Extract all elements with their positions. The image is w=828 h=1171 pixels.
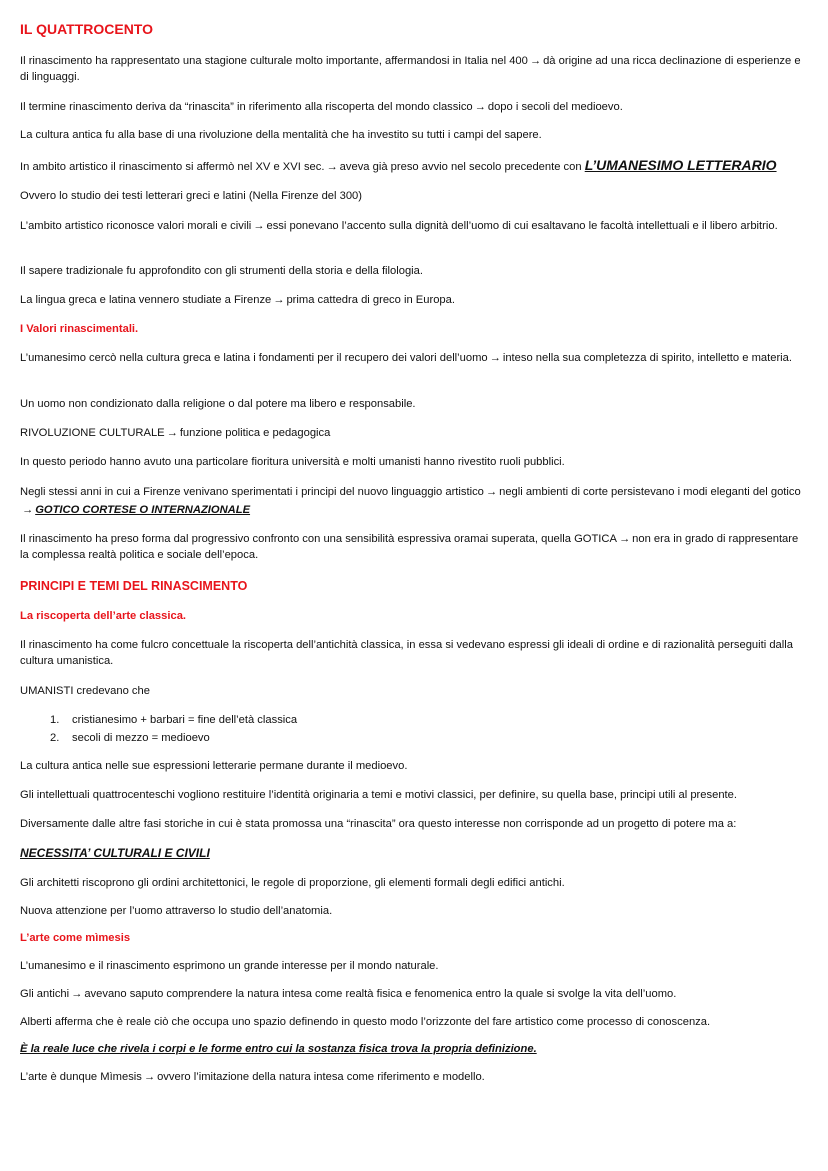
section-heading-riscoperta: La riscoperta dell’arte classica. [20,610,187,622]
paragraph: RIVOLUZIONE CULTURALE → funzione politica e pedagogica [20,427,331,439]
paragraph: Il rinascimento ha rappresentato una stagione culturale molto importante, affermandosi in Italia nel 400 → dà origine ad una ricca declinazione di esperienze e di linguaggi. [20,55,801,83]
section-heading-valori: I Valori rinascimentali. [20,323,139,335]
list-item: 2. secoli di mezzo = medioevo [50,732,210,744]
emphasis-gotico: GOTICO CORTESE O INTERNAZIONALE [35,504,251,516]
paragraph: Ovvero lo studio dei testi letterari greci e latini (Nella Firenze del 300) [20,190,362,202]
page-title: IL QUATTROCENTO [20,21,153,37]
paragraph: Nuova attenzione per l’uomo attraverso lo studio dell’anatomia. [20,905,333,917]
paragraph: Un uomo non condizionato dalla religione o dal potere ma libero e responsabile. [20,398,416,410]
paragraph: Alberti afferma che è reale ciò che occupa uno spazio definendo in questo modo l’orizzonte del fare artistico come processo di conoscenza. [20,1016,711,1028]
arrow-icon: → [143,1071,156,1083]
arrow-icon: → [489,352,501,364]
paragraph: Il termine rinascimento deriva da “rinascita” in riferimento alla riscoperta del mondo classico → dopo i secoli del medioevo. [20,101,623,113]
section-heading-mimesis: L’arte come mìmesis [20,932,131,944]
paragraph: La lingua greca e latina vennero studiate a Firenze → prima cattedra di greco in Europa. [20,294,455,306]
paragraph: In ambito artistico il rinascimento si affermò nel XV e XVI sec. → aveva già preso avvio nel secolo precedente con L’UMANESIMO LETTERARIO [20,157,777,173]
paragraph: L’ambito artistico riconosce valori morali e civili → essi ponevano l’accento sulla dignità dell’uomo di cui esaltavano le facoltà intellettuali e il libero arbitrio. [20,220,778,232]
paragraph: Il rinascimento ha come fulcro concettuale la riscoperta dell’antichità classica, in essa si vedevano espressi gli ideali di ordine e di razionalità perseguiti dalla cultura umanistica. [20,639,793,667]
arrow-icon: → [485,486,498,498]
paragraph: L’umanesimo cercò nella cultura greca e latina i fondamenti per il recupero dei valori dell’uomo → inteso nella sua completezza di spirito, intelletto e materia. [20,352,792,364]
arrow-icon: → [474,101,486,113]
arrow-icon: → [529,55,542,67]
paragraph: In questo periodo hanno avuto una particolare fioritura università e molti umanisti hanno rivestito ruoli pubblici. [20,456,565,468]
emphasis-umanesimo: L’UMANESIMO LETTERARIO [584,157,777,173]
arrow-icon: → [22,504,34,516]
paragraph: Il sapere tradizionale fu approfondito con gli strumenti della storia e della filologia. [20,265,423,277]
paragraph: Gli intellettuali quattrocenteschi vogliono restituire l’identità originaria a temi e motivi classici, per definire, su quella base, principi utili al presente. [20,789,737,801]
arrow-icon: → [71,988,83,1000]
emphasis-necessita: NECESSITA’ CULTURALI E CIVILI [20,846,210,860]
section-heading-principi: PRINCIPI E TEMI DEL RINASCIMENTO [20,579,248,593]
arrow-icon: → [326,161,338,173]
paragraph: La cultura antica nelle sue espressioni letterarie permane durante il medioevo. [20,760,408,772]
paragraph: Gli architetti riscoprono gli ordini architettonici, le regole di proporzione, gli elementi formali degli edifici antichi. [20,877,565,889]
emphasis-luce: È la reale luce che rivela i corpi e le forme entro cui la sostanza fisica trova la propria definizione. [20,1043,537,1055]
paragraph: Diversamente dalle altre fasi storiche in cui è stata promossa una “rinascita” ora questo interesse non corrisponde ad un progetto di potere ma a: [20,818,737,830]
paragraph: UMANISTI credevano che [20,685,150,697]
paragraph: Il rinascimento ha preso forma dal progressivo confronto con una sensibilità espressiva oramai superata, quella GOTICA → non era in grado di rappresentare la complessa realtà politica e sociale dell’epoca. [20,533,799,561]
paragraph: L’arte è dunque Mìmesis → ovvero l’imitazione della natura intesa come riferimento e modello. [20,1071,485,1083]
arrow-icon: → [618,533,631,545]
paragraph: La cultura antica fu alla base di una rivoluzione della mentalità che ha investito su tutti i campi del sapere. [20,129,542,141]
paragraph: Negli stessi anni in cui a Firenze venivano sperimentati i principi del nuovo linguaggio artistico → negli ambienti di corte persistevano i modi eleganti del gotico→ GOTICO CORTESE O INTERNAZIONALE [20,483,805,519]
numbered-list [20,712,297,748]
arrow-icon: → [166,427,178,439]
list-item: 1. cristianesimo + barbari = fine dell’età classica [50,714,298,726]
arrow-icon: → [273,294,285,306]
paragraph: L’umanesimo e il rinascimento esprimono un grande interesse per il mondo naturale. [20,960,439,972]
arrow-icon: → [253,220,265,232]
paragraph: Gli antichi → avevano saputo comprendere la natura intesa come realtà fisica e fenomenica entro la quale si svolge la vita dell’uomo. [20,988,677,1000]
